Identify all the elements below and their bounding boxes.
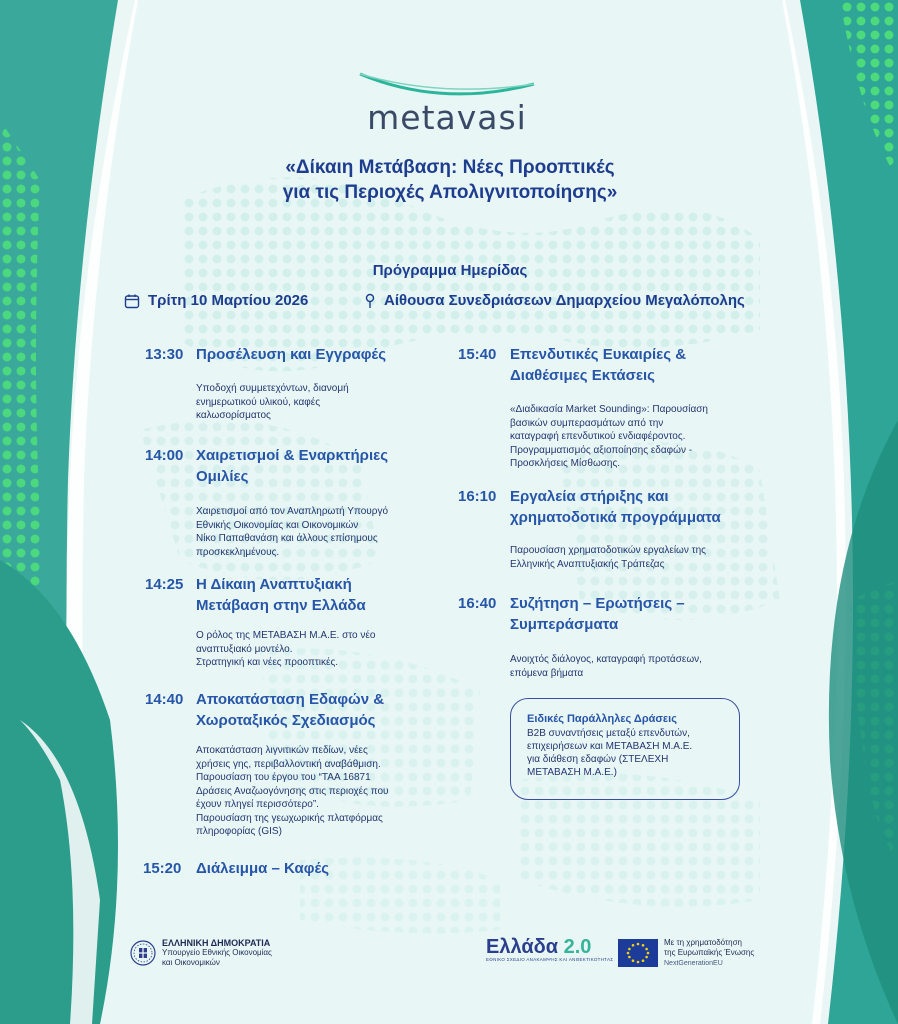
title-line: Διάλειμμα – Καφές [196, 860, 330, 877]
schedule-time: 15:40 [458, 346, 497, 363]
schedule-title [196, 574, 366, 616]
desc-line: Χαιρετισμοί από τον Αναπληρωτή Υπουργό [196, 506, 389, 517]
desc-line: αναπτυξιακό μοντέλο. [196, 643, 293, 655]
desc-line: καταγραφή επενδυτικού ενδιαφέροντος. [510, 431, 686, 442]
schedule-time: 13:30 [145, 346, 184, 363]
location-pin-icon [364, 293, 376, 309]
title-line: Συζήτηση – Ερωτήσεις – [510, 595, 685, 612]
schedule-desc [196, 382, 349, 423]
schedule-desc [510, 544, 706, 571]
title-line: Ομιλίες [196, 468, 249, 485]
title-line: Εργαλεία στήριξης και [510, 488, 669, 505]
title-line-1: «Δίκαιη Μετάβαση: Νέες Προοπτικές [285, 157, 615, 178]
title-line: Χαιρετισμοί & Εναρκτήριες [196, 447, 389, 464]
desc-line: Αποκατάσταση λιγνιτικών πεδίων, νέες [196, 745, 368, 756]
greek-republic-logo [130, 938, 272, 968]
ministry-line-1: Υπουργείο Εθνικής Οικονομίας [162, 948, 272, 957]
schedule-time: 14:25 [145, 576, 184, 593]
program-subtitle: Πρόγραμμα Ημερίδας [372, 262, 528, 279]
desc-line: βασικών συμπερασμάτων από την [510, 417, 664, 429]
title-line: Επενδυτικές Ευκαιρίες & [510, 346, 687, 363]
schedule-time: 16:10 [458, 488, 497, 505]
ellada-text: Ελλάδα [486, 936, 564, 958]
desc-line: χρήσεις γης, περιβαλλοντική αναβάθμιση. [196, 758, 381, 770]
greek-emblem-icon [130, 940, 156, 966]
parallel-actions-box [510, 698, 740, 800]
title-line: Χωροταξικός Σχεδιασμός [196, 712, 376, 729]
title-line: Συμπεράσματα [510, 616, 619, 633]
desc-line: καλωσορίσματος [196, 410, 271, 421]
next-gen-eu-text: NextGenerationEU [664, 960, 723, 967]
desc-line: Νίκο Παπαθανάση και άλλους επίσημους [196, 533, 378, 544]
title-line: Διαθέσιμες Εκτάσεις [510, 367, 655, 384]
box-line: ΜΕΤΑΒΑΣΗ Μ.Α.Ε.) [527, 767, 617, 778]
title-line: Προσέλευση και Εγγραφές [196, 346, 386, 363]
schedule-desc [196, 629, 375, 670]
title-line-2: για τις Περιοχές Απολιγνιτοποίησης» [282, 182, 618, 203]
schedule-title [510, 593, 685, 635]
desc-line: Εθνικής Οικονομίας και Οικονομικών [196, 519, 359, 531]
schedule-time: 15:20 [143, 860, 182, 877]
schedule-title [510, 486, 721, 528]
logo-text: metavasi [367, 98, 527, 137]
title-line: Η Δίκαιη Αναπτυξιακή [196, 576, 352, 593]
event-venue [364, 292, 745, 309]
box-line: για διάθεση εδαφών (ΣΤΕΛΕΧΗ [527, 754, 669, 765]
desc-line: Προγραμματισμός αξιοποίησης εδαφών - [510, 444, 693, 456]
metavasi-logo [352, 68, 542, 138]
desc-line: Ελληνικής Αναπτυξιακής Τράπεζας [510, 558, 665, 570]
schedule-title [196, 689, 384, 731]
schedule-desc [196, 744, 388, 839]
desc-line: Παρουσίαση της γεωχωρικής πλατφόρμας [196, 812, 383, 824]
gov-name: ΕΛΛΗΝΙΚΗ ΔΗΜΟΚΡΑΤΙΑ [162, 938, 271, 948]
parallel-actions-text [527, 727, 727, 779]
eu-text-line-1: Με τη χρηματοδότηση [664, 938, 742, 947]
schedule-title [510, 344, 686, 386]
desc-line: ενημερωτικού υλικού, καφές [196, 396, 321, 408]
box-line: επιχειρήσεων και ΜΕΤΑΒΑΣΗ Μ.Α.Ε. [527, 741, 693, 752]
desc-line: «Διαδικασία Market Sounding»: Παρουσίαση [510, 404, 708, 415]
ministry-line-2: και Οικονομικών [162, 958, 220, 967]
event-venue-text: Αίθουσα Συνεδριάσεων Δημαρχείου Μεγαλόπολης [384, 292, 745, 309]
eu-text-line-2: της Ευρωπαϊκής Ένωσης [664, 948, 755, 957]
ellada-number: 2.0 [563, 936, 592, 958]
schedule-desc [510, 653, 702, 680]
box-line: B2B συναντήσεις μεταξύ επενδυτών, [527, 728, 690, 739]
parallel-actions-title: Ειδικές Παράλληλες Δράσεις [527, 713, 677, 725]
desc-line: Ανοιχτός διάλογος, καταγραφή προτάσεων, [510, 654, 702, 665]
schedule-desc [196, 505, 388, 559]
event-date-text: Τρίτη 10 Μαρτίου 2026 [148, 292, 309, 309]
desc-line: Παρουσίαση χρηματοδοτικών εργαλείων της [510, 545, 706, 556]
title-line: χρηματοδοτικά προγράμματα [510, 509, 721, 526]
desc-line: Ο ρόλος της ΜΕΤΑΒΑΣΗ Μ.Α.Ε. στο νέο [196, 630, 376, 641]
greece-2-0-logo [486, 936, 613, 962]
eu-funding-logo [618, 938, 754, 967]
desc-line: Στρατηγική και νέες προοπτικές. [196, 657, 339, 668]
title-line: Αποκατάσταση Εδαφών & [196, 691, 385, 708]
desc-line: Παρουσίαση του έργου του “ΤΑΑ 16871 [196, 772, 371, 783]
page-title [200, 155, 700, 205]
schedule-time: 16:40 [458, 595, 497, 612]
schedule-title [196, 344, 386, 365]
title-line: Μετάβαση στην Ελλάδα [196, 597, 366, 614]
eu-flag-icon [618, 939, 658, 967]
schedule-time: 14:40 [145, 691, 184, 708]
desc-line: έχουν πληγεί περισσότερο”. [196, 799, 319, 810]
desc-line: πληροφορίας (GIS) [196, 826, 282, 837]
schedule-time: 14:00 [145, 447, 184, 464]
calendar-icon [124, 293, 140, 309]
schedule-title [196, 445, 388, 487]
desc-line: Δράσεις Αναζωογόνησης στις περιοχές που [196, 785, 389, 797]
event-date [124, 292, 308, 309]
schedule-title [196, 858, 329, 879]
desc-line: Προσκλήσεις Μίσθωσης. [510, 458, 621, 469]
desc-line: προσκεκλημένους. [196, 546, 280, 558]
desc-line: επόμενα βήματα [510, 667, 584, 679]
ellada-tagline: ΕΘΝΙΚΟ ΣΧΕΔΙΟ ΑΝΑΚΑΜΨΗΣ ΚΑΙ ΑΝΘΕΚΤΙΚΟΤΗΤΑΣ [486, 957, 614, 962]
schedule-desc [510, 403, 708, 471]
desc-line: Υποδοχή συμμετεχόντων, διανομή [196, 383, 349, 394]
